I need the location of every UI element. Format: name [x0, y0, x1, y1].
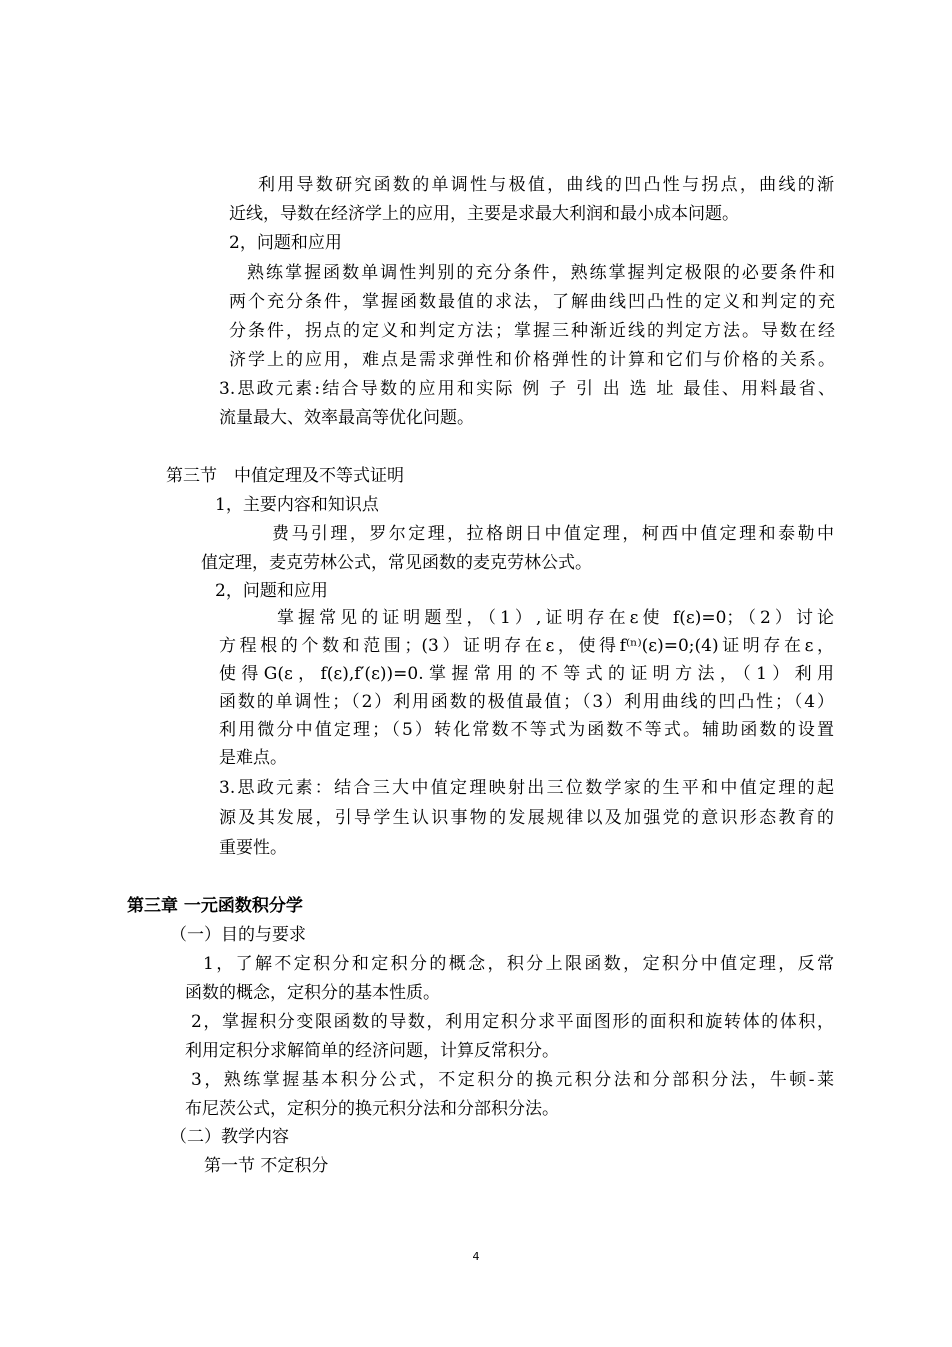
text-line: 3.思政元素：结合三大中值定理映射出三位数学家的生平和中值定理的起 [219, 778, 834, 798]
text-line: 1，主要内容和知识点 [215, 495, 379, 515]
text-line: 2，掌握积分变限函数的导数，利用定积分求平面图形的面积和旋转体的体积， [191, 1012, 834, 1032]
text-line: 方程根的个数和范围；(3）证明存在ε，使得f⁽ⁿ⁾(ε)=0;(4)证明存在ε， [219, 636, 834, 656]
text-line: 两个充分条件，掌握函数最值的求法，了解曲线凹凸性的定义和判定的充 [229, 292, 835, 312]
text-line: 流量最大、效率最高等优化问题。 [219, 408, 474, 428]
text-line: 费马引理，罗尔定理，拉格朗日中值定理，柯西中值定理和泰勒中 [272, 524, 834, 544]
text-line: 熟练掌握函数单调性判别的充分条件，熟练掌握判定极限的必要条件和 [247, 263, 835, 283]
text-line: 掌握常见的证明题型，（1）,证明存在ε使 f(ε)=0；（2）讨论 [277, 608, 834, 628]
text-line: 3，熟练掌握基本积分公式，不定积分的换元积分法和分部积分法，牛顿-莱 [191, 1070, 834, 1090]
text-line: 利用微分中值定理；（5）转化常数不等式为函数不等式。辅助函数的设置 [219, 720, 834, 740]
text-line: 是难点。 [219, 748, 287, 768]
text-line: 源及其发展，引导学生认识事物的发展规律以及加强党的意识形态教育的 [219, 808, 834, 828]
text-line: 2，问题和应用 [215, 581, 328, 601]
text-line: 布尼茨公式，定积分的换元积分法和分部积分法。 [185, 1099, 559, 1119]
text-line: 重要性。 [219, 838, 287, 858]
chapter-heading: 第三章 一元函数积分学 [127, 896, 303, 916]
text-line: 值定理，麦克劳林公式，常见函数的麦克劳林公式。 [201, 553, 592, 573]
text-line: 3.思政元素:结合导数的应用和实际 例 子 引 出 选 址 最佳、用料最省、 [219, 379, 835, 399]
text-line: 第一节 不定积分 [204, 1156, 329, 1176]
text-line: 函数的概念，定积分的基本性质。 [185, 983, 440, 1003]
text-line: （二）教学内容 [170, 1127, 289, 1147]
page-number: 4 [472, 1250, 480, 1263]
text-line: 利用导数研究函数的单调性与极值，曲线的凹凸性与拐点，曲线的渐 [258, 175, 834, 195]
text-line: 利用定积分求解简单的经济问题，计算反常积分。 [185, 1041, 559, 1061]
text-line: 第三节 中值定理及不等式证明 [166, 466, 404, 486]
text-line: 2，问题和应用 [229, 233, 342, 253]
text-line: 济学上的应用，难点是需求弹性和价格弹性的计算和它们与价格的关系。 [229, 350, 835, 370]
text-line: 分条件，拐点的定义和判定方法；掌握三种渐近线的判定方法。导数在经 [229, 321, 835, 341]
text-line: （一）目的与要求 [170, 925, 306, 945]
text-line: 1，了解不定积分和定积分的概念，积分上限函数，定积分中值定理，反常 [203, 954, 834, 974]
text-line: 函数的单调性；（2）利用函数的极值最值；（3）利用曲线的凹凸性；（4） [219, 692, 834, 712]
text-line: 使得G(ε，f(ε),f′(ε))=0.掌握常用的不等式的证明方法，（1）利用 [219, 664, 835, 684]
text-line: 近线，导数在经济学上的应用，主要是求最大利润和最小成本问题。 [229, 204, 739, 224]
